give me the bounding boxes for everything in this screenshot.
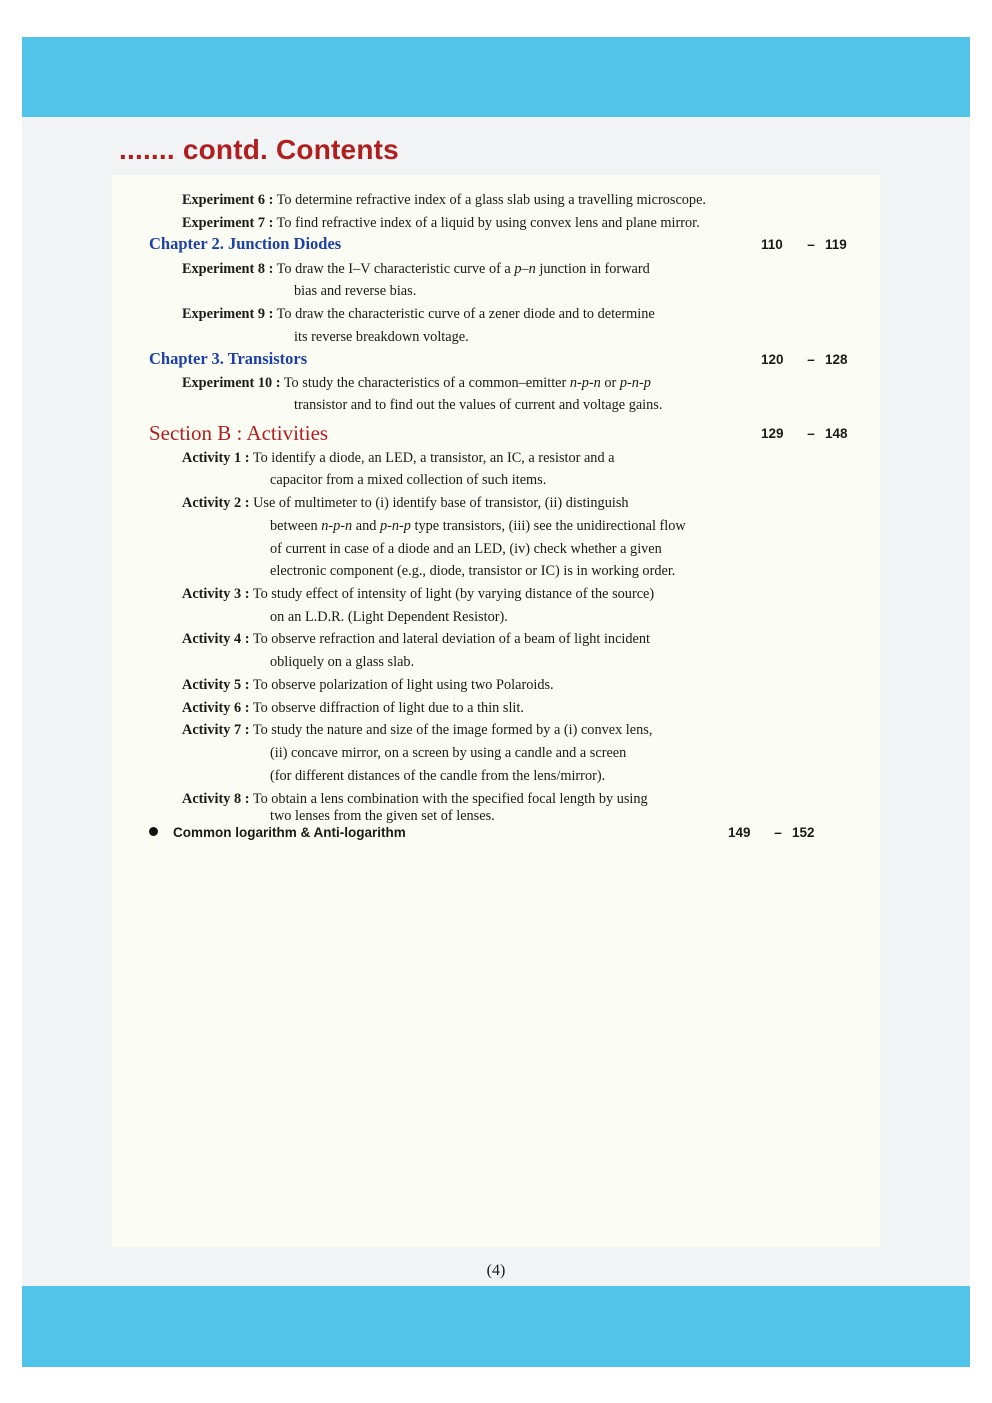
page-start: 120: [761, 352, 784, 367]
activity-text: To study the nature and size of the image formed by a (i) convex lens,: [252, 722, 653, 738]
experiment-label: Experiment 7 :: [182, 215, 274, 231]
appendix-title: Common logarithm & Anti-logarithm: [173, 825, 406, 840]
activity-text: Use of multimeter to (i) identify base of transistor, (ii) distinguish: [253, 495, 629, 511]
activity-label: Activity 6 :: [182, 700, 250, 716]
header-band: [22, 37, 970, 117]
activity-text: To observe polarization of light using two Polaroids.: [252, 677, 554, 693]
activity-7: [182, 720, 652, 740]
activity-label: Activity 4 :: [182, 631, 250, 647]
activity-6: [182, 698, 524, 718]
page-end: 128: [825, 352, 848, 367]
experiment-label: Experiment 10 :: [182, 375, 281, 391]
activity-2: [182, 493, 629, 513]
activity-label: Activity 3 :: [182, 586, 250, 602]
activity-7-line2: (ii) concave mirror, on a screen by using a candle and a screen: [270, 745, 627, 761]
page-start: 129: [761, 426, 784, 441]
activity-2-line4: electronic component (e.g., diode, transistor or IC) is in working order.: [270, 563, 676, 579]
experiment-6: [182, 190, 706, 210]
activity-text: To identify a diode, an LED, a transistor, an IC, a resistor and a: [252, 450, 615, 466]
page-start: 149: [728, 825, 751, 840]
activity-label: Activity 1 :: [182, 450, 250, 466]
section-b-title: Section B : Activities: [149, 421, 329, 445]
experiment-8-line2: bias and reverse bias.: [294, 283, 417, 299]
bullet-icon: [149, 827, 158, 836]
experiment-10: [182, 373, 651, 393]
page-title: ....... contd. Contents: [119, 134, 399, 165]
activity-text: To observe refraction and lateral deviation of a beam of light incident: [252, 631, 650, 647]
experiment-9: [182, 304, 655, 324]
page-dash: –: [774, 825, 782, 840]
page-start: 110: [761, 237, 783, 252]
activity-8-line2: two lenses from the given set of lenses.: [270, 808, 495, 824]
experiment-label: Experiment 8 :: [182, 261, 274, 277]
page-dash: –: [807, 352, 815, 367]
activity-text: To observe diffraction of light due to a thin slit.: [252, 700, 524, 716]
page-end: 152: [792, 825, 815, 840]
activity-5: [182, 675, 554, 695]
activity-3: [182, 584, 654, 604]
experiment-7: [182, 213, 700, 233]
page-dash: –: [807, 237, 815, 252]
page-dash: –: [807, 426, 815, 441]
page-end: 148: [825, 426, 848, 441]
experiment-label: Experiment 9 :: [182, 306, 274, 322]
activity-2-line3: of current in case of a diode and an LED, (iv) check whether a given: [270, 541, 662, 557]
experiment-9-line2: its reverse breakdown voltage.: [294, 329, 469, 345]
activity-text: To study effect of intensity of light (by varying distance of the source): [252, 586, 655, 602]
experiment-text: To study the characteristics of a common–emitter n-p-n or p-n-p: [283, 375, 651, 391]
chapter-3-title: Chapter 3. Transistors: [149, 349, 308, 368]
experiment-text: To find refractive index of a liquid by using convex lens and plane mirror.: [276, 215, 700, 231]
activity-label: Activity 7 :: [182, 722, 250, 738]
activity-4-line2: obliquely on a glass slab.: [270, 654, 415, 670]
experiment-text: To draw the characteristic curve of a zener diode and to determine: [276, 306, 655, 322]
page-number: (4): [486, 1262, 506, 1279]
experiment-text: To determine refractive index of a glass slab using a travelling microscope.: [276, 192, 707, 208]
section-b-pages: [761, 426, 848, 441]
activity-7-line3: (for different distances of the candle from the lens/mirror).: [270, 768, 606, 784]
activity-1: [182, 448, 615, 468]
activity-1-line2: capacitor from a mixed collection of such items.: [270, 472, 547, 488]
footer-band: [22, 1286, 970, 1367]
activity-4: [182, 629, 650, 649]
chapter-2-pages: [761, 237, 847, 252]
experiment-label: Experiment 6 :: [182, 192, 274, 208]
activity-label: Activity 8 :: [182, 791, 250, 807]
activity-label: Activity 2 :: [182, 495, 250, 511]
appendix-pages: [728, 825, 815, 840]
activity-text: To obtain a lens combination with the specified focal length by using: [252, 791, 648, 807]
chapter-3-pages: [761, 352, 848, 367]
activity-2-line2: between n-p-n and p-n-p type transistors, (iii) see the unidirectional flow: [270, 518, 686, 534]
experiment-8: [182, 259, 650, 279]
experiment-text: To draw the I–V characteristic curve of a p–n junction in forward: [276, 261, 650, 277]
chapter-2-title: Chapter 2. Junction Diodes: [149, 234, 342, 253]
appendix-entry: [149, 825, 406, 840]
page-end: 119: [825, 237, 847, 252]
activity-3-line2: on an L.D.R. (Light Dependent Resistor).: [270, 609, 508, 625]
experiment-10-line2: transistor and to find out the values of current and voltage gains.: [294, 397, 663, 413]
activity-label: Activity 5 :: [182, 677, 250, 693]
